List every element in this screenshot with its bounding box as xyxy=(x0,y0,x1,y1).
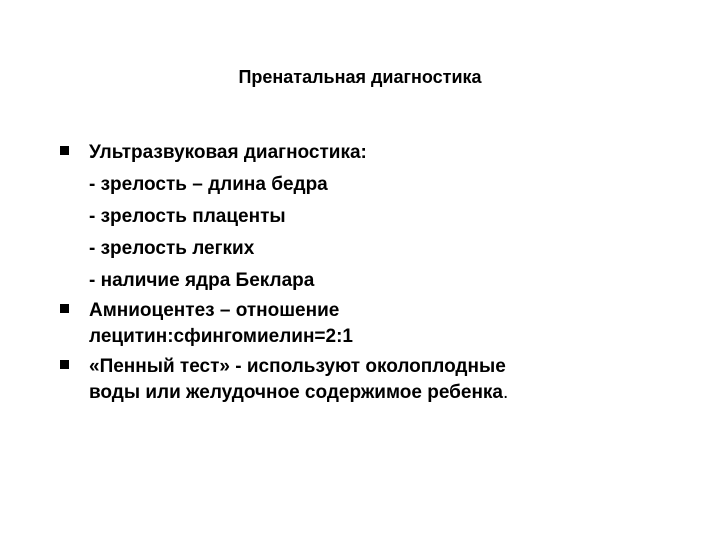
sub-item-placenta: - зрелость плаценты xyxy=(89,206,286,227)
end-period: . xyxy=(503,382,509,403)
bullet-text-line-1: «Пенный тест» - используют околоплодные xyxy=(89,356,506,377)
square-bullet-icon xyxy=(60,304,69,313)
sub-item-beclard-nucleus: - наличие ядра Беклара xyxy=(89,270,315,291)
square-bullet-icon xyxy=(60,146,69,155)
slide-title: Пренатальная диагностика xyxy=(238,67,482,87)
bullet-text-line-2-wrap xyxy=(89,380,680,406)
sub-item-lungs: - зрелость легких xyxy=(89,238,255,259)
bullet-text-line-2: лецитин:сфингомиелин=2:1 xyxy=(89,326,353,347)
bullet-amniocentesis xyxy=(60,298,680,350)
square-bullet-icon xyxy=(60,360,69,369)
bullet-text-line-1: Амниоцентез – отношение xyxy=(89,300,340,321)
bullet-foam-test xyxy=(60,354,680,406)
bullet-text-line-2: воды или желудочное содержимое ребенка xyxy=(89,382,504,403)
bullet-list xyxy=(60,140,680,406)
bullet-ultrasound xyxy=(60,140,680,294)
sub-item-femur: - зрелость – длина бедра xyxy=(89,174,328,195)
bullet-text: Ультразвуковая диагностика: xyxy=(89,142,367,163)
